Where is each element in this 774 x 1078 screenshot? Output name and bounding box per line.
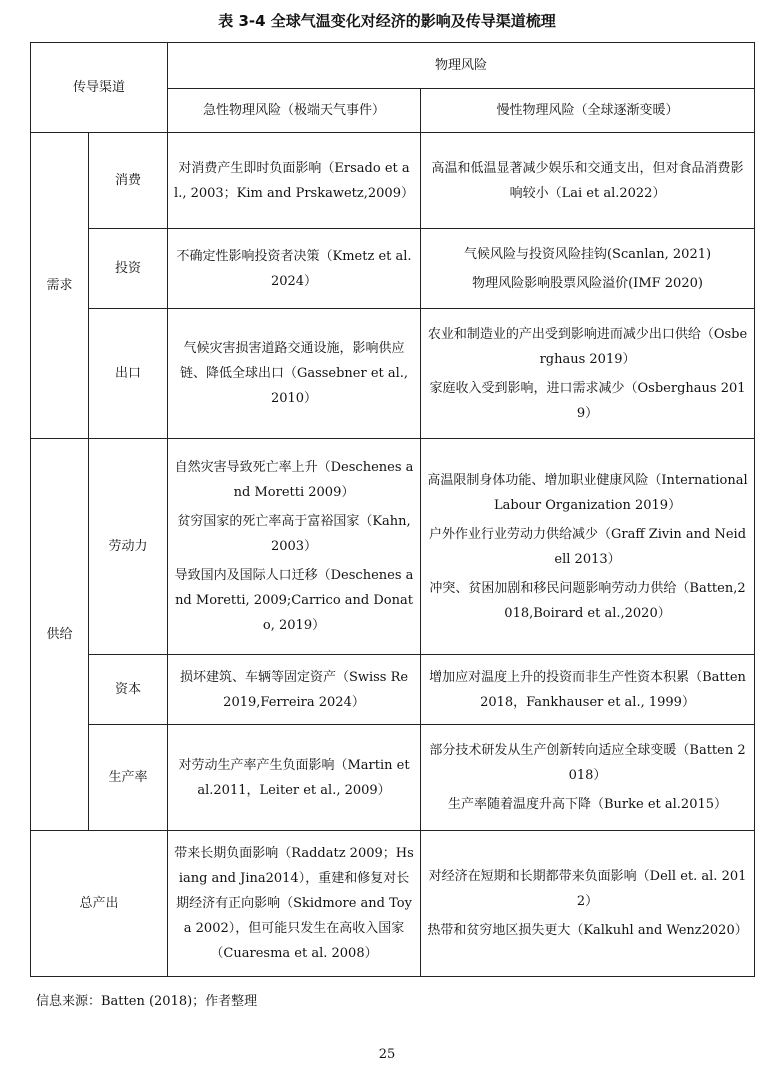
channel-total-output: 总产出 (31, 831, 168, 977)
group-demand: 需求 (31, 133, 89, 439)
header-acute-risk: 急性物理风险（极端天气事件） (168, 89, 421, 133)
header-physical-risk: 物理风险 (168, 43, 755, 89)
channel-capital: 资本 (89, 655, 168, 725)
cell-line: 导致国内及国际人口迁移（Deschenes and Moretti, 2009;Carrico and Donato, 2019） (174, 568, 414, 633)
cell-productivity-chronic (421, 725, 755, 831)
table-row (31, 655, 755, 725)
table-row (31, 309, 755, 439)
source-note: 信息来源：Batten (2018)；作者整理 (36, 994, 258, 1009)
cell-line: 自然灾害导致死亡率上升（Deschenes and Moretti 2009） (174, 460, 414, 500)
table-row (31, 439, 755, 655)
cell-investment-chronic (421, 229, 755, 309)
table-title: 表 3-4 全球气温变化对经济的影响及传导渠道梳理 (218, 12, 556, 30)
table-row (31, 831, 755, 977)
cell-total-output-acute: 带来长期负面影响（Raddatz 2009；Hsiang and Jina2014），重建和修复对长期经济有正向影响（Skidmore and Toya 2002），但可能只发生在高收入国家（Cuaresma et al. 2008） (168, 831, 421, 977)
table-row (31, 229, 755, 309)
cell-line: 热带和贫穷地区损失更大（Kalkuhl and Wenz2020） (427, 923, 748, 938)
cell-labor-acute (168, 439, 421, 655)
header-channel: 传导渠道 (31, 43, 168, 133)
cell-line: 冲突、贫困加剧和移民问题影响劳动力供给（Batten,2018,Boirard et al.,2020） (429, 580, 746, 621)
channel-investment: 投资 (89, 229, 168, 309)
header-chronic-risk: 慢性物理风险（全球逐渐变暖） (421, 89, 755, 133)
impact-table (30, 42, 755, 977)
cell-consumption-chronic: 高温和低温显著减少娱乐和交通支出，但对食品消费影响较小（Lai et al.2022） (421, 133, 755, 229)
cell-total-output-chronic (421, 831, 755, 977)
table-row (31, 43, 755, 89)
cell-investment-acute: 不确定性影响投资者决策（Kmetz et al.2024） (168, 229, 421, 309)
channel-consumption: 消费 (89, 133, 168, 229)
page-number: 25 (378, 1047, 396, 1062)
cell-line: 户外作业行业劳动力供给减少（Graff Zivin and Neidell 2013） (429, 526, 747, 567)
cell-consumption-acute: 对消费产生即时负面影响（Ersado et al., 2003；Kim and Prskawetz,2009） (168, 133, 421, 229)
cell-line: 家庭收入受到影响，进口需求减少（Osberghaus 2019） (429, 380, 746, 421)
cell-line: 物理风险影响股票风险溢价(IMF 2020) (472, 275, 703, 291)
cell-line: 农业和制造业的产出受到影响进而减少出口供给（Osberghaus 2019） (427, 326, 748, 367)
cell-capital-acute: 损坏建筑、车辆等固定资产（Swiss Re 2019,Ferreira 2024） (168, 655, 421, 725)
channel-export: 出口 (89, 309, 168, 439)
cell-labor-chronic (421, 439, 755, 655)
cell-line: 部分技术研发从生产创新转向适应全球变暖（Batten 2018） (429, 743, 746, 783)
cell-export-chronic (421, 309, 755, 439)
table-row (31, 725, 755, 831)
table-row (31, 133, 755, 229)
cell-productivity-acute: 对劳动生产率产生负面影响（Martin et al.2011，Leiter et al., 2009） (168, 725, 421, 831)
group-supply: 供给 (31, 439, 89, 831)
cell-capital-chronic: 增加应对温度上升的投资而非生产性资本积累（Batten 2018，Fankhauser et al., 1999） (421, 655, 755, 725)
cell-line: 贫穷国家的死亡率高于富裕国家（Kahn,2003） (177, 514, 411, 554)
cell-line: 高温限制身体功能、增加职业健康风险（International Labour Organization 2019） (427, 472, 748, 513)
cell-line: 气候风险与投资风险挂钩(Scanlan, 2021) (463, 246, 712, 262)
cell-line: 对经济在短期和长期都带来负面影响（Dell et. al. 2012） (428, 869, 747, 909)
channel-labor: 劳动力 (89, 439, 168, 655)
cell-line: 生产率随着温度升高下降（Burke et al.2015） (448, 797, 728, 812)
channel-productivity: 生产率 (89, 725, 168, 831)
cell-export-acute: 气候灾害损害道路交通设施，影响供应链、降低全球出口（Gassebner et al., 2010） (168, 309, 421, 439)
